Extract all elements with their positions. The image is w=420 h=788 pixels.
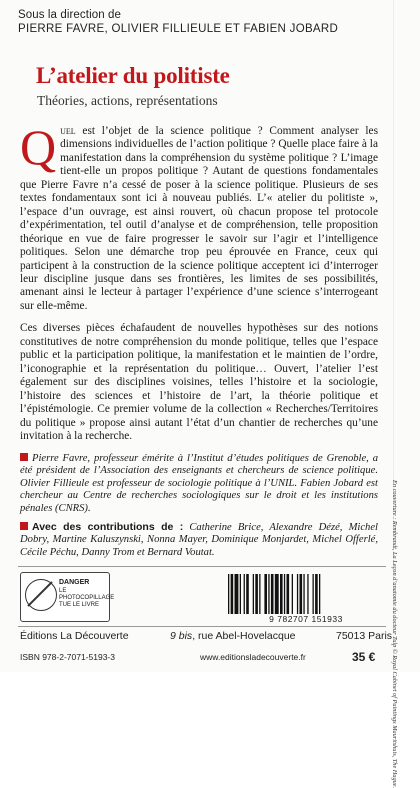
bio-text: Pierre Favre, professeur émérite à l’Institut d’études politiques de Grenoble, a été président de l’Association des enseignants et chercheurs de science politique. Olivier Fillieule est professeur de sociologie politique à l’UNIL. Fabien Jobard est chercheur au Centre de recherches sociologiques sur le droit et les institutions pénales (CNRS).: [20, 453, 378, 514]
editors-names: PIERRE FAVRE, OLIVIER FILLIEULE ET FABIEN JOBARD: [18, 23, 339, 35]
publisher-name: Éditions La Découverte: [20, 630, 129, 642]
stamp-text: LE PHOTOCOPILLAGE TUE LE LIVRE: [59, 588, 115, 608]
book-subtitle: Théories, actions, représentations: [37, 93, 218, 108]
header: [18, 8, 348, 37]
price: 35 €: [352, 650, 376, 664]
blurb: [20, 119, 378, 452]
divider: [18, 566, 386, 567]
no-copy-icon: [25, 579, 57, 611]
address-number: 9 bis: [170, 630, 193, 642]
contributors-label: Avec des contributions de :: [32, 521, 184, 534]
book-title: L’atelier du politiste: [36, 63, 230, 88]
author-bios: [20, 453, 378, 565]
city: 75013 Paris: [336, 630, 393, 642]
isbn: ISBN 978-2-7071-5193-3: [20, 652, 115, 662]
first-word: uel: [60, 123, 76, 137]
website-link[interactable]: www.editionsladecouverte.fr: [200, 652, 306, 662]
address-street: , rue Abel-Hovelacque: [192, 630, 296, 642]
barcode-number: 9 782707 151933: [269, 614, 343, 624]
footer-divider: [18, 626, 386, 627]
cover-credit: En couverture : Rembrandt, La Leçon d’anatomie du docteur Tulp © Royal Cabinet of Paintings Mauritshuis, The Hague.: [391, 480, 398, 788]
stamp-title: DANGER: [59, 579, 90, 586]
drop-cap: Q: [20, 119, 57, 175]
blurb-paragraph-1: [20, 119, 378, 313]
contributors-paragraph: [20, 521, 378, 559]
red-square-bullet-icon: [20, 522, 28, 530]
bio-paragraph: [20, 453, 378, 515]
contributors-names: Catherine Brice, Alexandre Dézé, Michel Dobry, Martine Kaluszynski, Nonna Mayer, Dominique Monjardet, Michel Offerlé, Cécile Péchu, Danny Trom et Bernard Voutat.: [20, 522, 378, 558]
blurb-paragraph-2: Ces diverses pièces échafaudent de nouvelles hypothèses sur des notions constitutives de notre compréhension du monde politique, telles que l’espace public et la participation politique, la manifestation et le maintien de l’ordre, l’iconographie et la représentation du politique… Ouvert, l’atelier l’est également sur des disciplines voisines, telles l’histoire et la sociologie, l’histoire des sciences et l’histoire de l’art, la théorie politique et l’épistémologie. Ce premier volume de la collection « Recherches/Territoires du politique » propose ainsi autant l’état d’un chantier de recherches qu’une invitation à la recherche.: [20, 322, 378, 442]
paragraph-1-text: est l’objet de la science politique ? Comment analyser les dimensions individuelles de l’action politique ? Quelle place faire à la manifestation dans la compréhension du système politique ? L’image tient-elle un propos politique ? Autant de questions fondamentales que Pierre Favre n’a cessé de poser à la science politique. Plusieurs de ses textes fondamentaux sont ici à nouveau publiés. L’« atelier du politiste », l’espace d’un ouvrage, est ainsi rouvert, où chacun propose tel protocole d’expérimentation, tel outil d’analyse et de compréhension, telle proposition théorique en vue de faire progresser le savoir sur l’agir et l’intelligence politiques. Selon une démarche trop peu éprouvée en France, ceux qui participent à la construction de la science politique acceptent ici d’interroger leur discipline jusque dans ses frontières, les limites de ses possibilités, amenant ainsi le lecteur à partager l’expérience d’une science s’interrogeant sur elle-même.: [20, 125, 378, 312]
red-square-bullet-icon: [20, 453, 28, 461]
direction-label: Sous la direction de: [18, 9, 122, 21]
barcode-icon: [226, 574, 386, 614]
photocopy-warning-stamp: [20, 572, 115, 622]
address: [170, 630, 296, 642]
